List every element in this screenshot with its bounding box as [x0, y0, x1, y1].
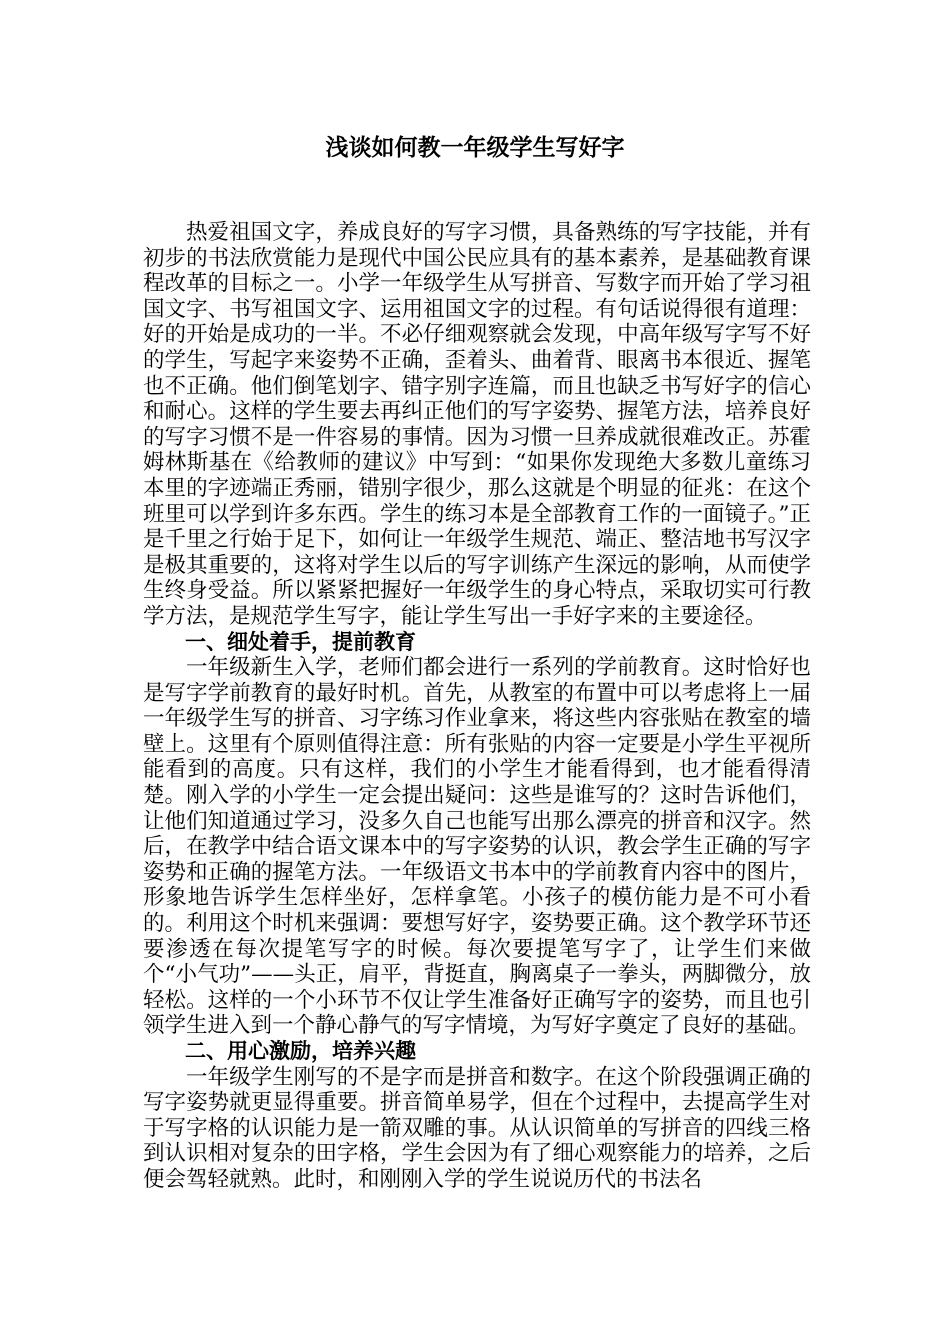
section-1-heading: 一、细处着手，提前教育 [185, 629, 416, 654]
section-2-heading: 二、用心激励，培养兴趣 [185, 1039, 416, 1063]
section-2-paragraph: 一年级学生刚写的不是字而是拼音和数字。在这个阶段强调正确的写字姿势就更显得重要。拼音简单易学，但在个过程中，去提高学生对于写字格的认识能力是一箭双雕的事。从认识简单的写拼音的四线三格到认识相对复杂的田字格，学生会因为有了细心观察能力的培养，之后便会驾轻就熟。此时，和刚刚入学的学生说说历代的书法名 [143, 1064, 811, 1192]
section-1-paragraph: 一年级新生入学，老师们都会进行一系列的学前教育。这时恰好也是写字学前教育的最好时机。首先，从教室的布置中可以考虑将上一届一年级学生写的拼音、习字练习作业拿来，将这些内容张贴在教室的墙壁上。这里有个原则值得注意：所有张贴的内容一定要是小学生平视所能看到的高度。只有这样，我们的小学生才能看得到，也才能看得清楚。刚入学的小学生一定会提出疑问：这些是谁写的？这时告诉他们，让他们知道通过学习，没多久自己也能写出那么漂亮的拼音和汉字。然后，在教学中结合语文课本中的写字姿势的认识，教会学生正确的写字姿势和正确的握笔方法。一年级语文书本中的学前教育内容中的图片，形象地告诉学生怎样坐好，怎样拿笔。小孩子的模仿能力是不可小看的。利用这个时机来强调：要想写好字，姿势要正确。这个教学环节还要渗透在每次提笔写字的时候。每次要提笔写字了，让学生们来做个“小气功”——头正，肩平，背挺直，胸离桌子一拳头，两脚微分，放轻松。这样的一个小环节不仅让学生准备好正确写字的姿势，而且也引领学生进入到一个静心静气的写字情境，为写好字奠定了良好的基础。 [143, 655, 811, 1039]
document-title: 浅谈如何教一年级学生写好字 [325, 135, 625, 161]
document-body [143, 220, 811, 1193]
intro-paragraph: 热爱祖国文字，养成良好的写字习惯，具备熟练的写字技能，并有初步的书法欣赏能力是现代中国公民应具有的基本素养，是基础教育课程改革的目标之一。小学一年级学生从写拼音、写数字而开始了学习祖国文字、书写祖国文字、运用祖国文字的过程。有句话说得很有道理：好的开始是成功的一半。不必仔细观察就会发现，中高年级写字写不好的学生，写起字来姿势不正确，歪着头、曲着背、眼离书本很近、握笔也不正确。他们倒笔划字、错字别字连篇，而且也缺乏书写好字的信心和耐心。这样的学生要去再纠正他们的写字姿势、握笔方法，培养良好的写字习惯不是一件容易的事情。因为习惯一旦养成就很难改正。苏霍姆林斯基在《给教师的建议》中写到：“如果你发现绝大多数儿童练习本里的字迹端正秀丽，错别字很少，那么这就是个明显的征兆：在这个班里可以学到许多东西。学生的练习本是全部教育工作的一面镜子。”正是千里之行始于足下，如何让一年级学生规范、端正、整洁地书写汉字是极其重要的，这将对学生以后的写字训练产生深远的影响，从而使学生终身受益。所以紧紧把握好一年级学生的身心特点，采取切实可行教学方法，是规范学生写字，能让学生写出一手好字来的主要途径。 [143, 220, 811, 629]
